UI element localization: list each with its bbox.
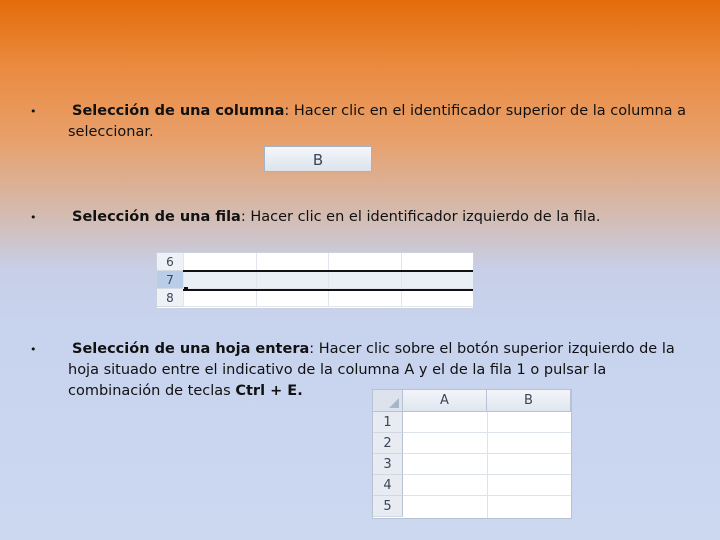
- bullet-text: [68, 207, 698, 228]
- row-header-7: 7: [157, 271, 183, 289]
- row-header-4: 4: [373, 475, 403, 496]
- select-all-corner: [373, 390, 403, 412]
- keyboard-shortcut: Ctrl + E.: [235, 383, 303, 399]
- column-header-a: A: [403, 390, 487, 412]
- column-header-b: B: [487, 390, 571, 412]
- bullet-description-line2: hoja situado entre el indicativo de la columna A y el de la fila 1 o pulsar la: [68, 362, 607, 378]
- bullet-title: Selección de una fila: [72, 209, 241, 225]
- row-header-8: 8: [157, 289, 183, 307]
- bullet-description-line2: seleccionar.: [68, 124, 154, 140]
- bullet-title: Selección de una hoja entera: [72, 341, 310, 357]
- bullet-description: : Hacer clic sobre el botón superior izquierdo de la: [309, 341, 675, 357]
- row-header-3: 3: [373, 454, 403, 475]
- row-cells-6: [183, 253, 473, 271]
- bullet-marker: •: [30, 105, 37, 118]
- fill-handle: [184, 287, 188, 291]
- bullet-marker: •: [30, 211, 37, 224]
- bullet-text: [68, 101, 698, 143]
- row-header-1: 1: [373, 412, 403, 433]
- row-cells-8: [183, 289, 473, 307]
- column-header-b-image: B: [264, 146, 372, 172]
- bullet-description-line3: combinación de teclas: [68, 383, 236, 399]
- row-header-2: 2: [373, 433, 403, 454]
- bullet-description: : Hacer clic en el identificador izquierdo de la fila.: [240, 209, 601, 225]
- bullet-marker: •: [30, 343, 37, 356]
- whole-sheet-image: [372, 389, 572, 519]
- bullet-title: Selección de una columna: [72, 103, 285, 119]
- select-all-triangle-icon: [389, 398, 399, 408]
- row-header-6: 6: [157, 253, 183, 271]
- row-selection-border: [183, 270, 473, 291]
- grid-column-divider: [487, 412, 488, 518]
- row-header-5: 5: [373, 496, 403, 517]
- row-selection-image: [156, 252, 474, 309]
- bullet-description: : Hacer clic en el identificador superior de la columna a: [284, 103, 687, 119]
